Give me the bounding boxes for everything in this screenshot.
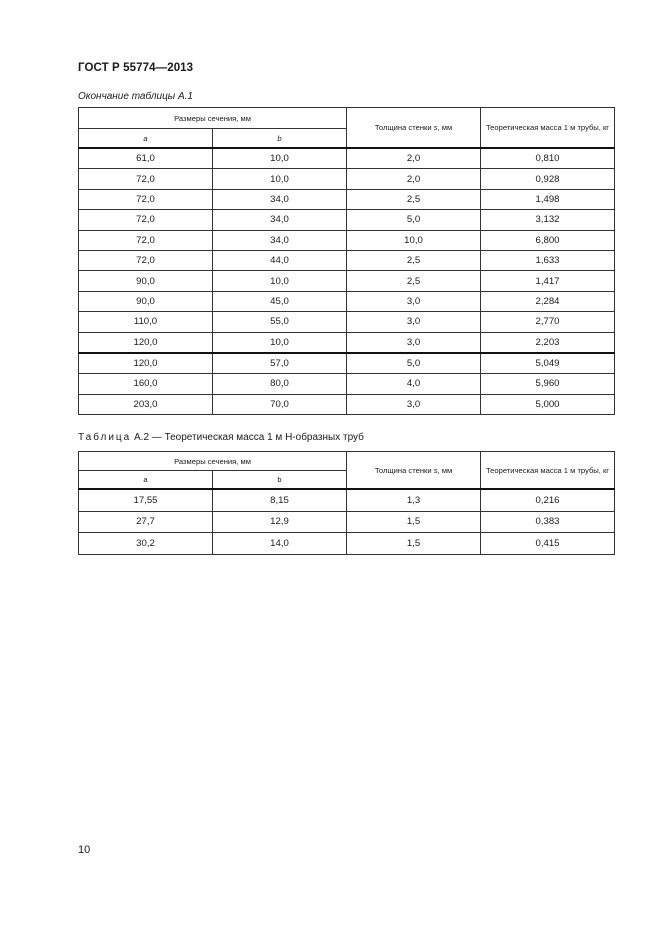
document-code: ГОСТ Р 55774—2013 [78,62,194,74]
table-row [79,394,615,414]
cell-wall-thickness: 2,5 [347,189,481,209]
cell-mass: 0,383 [481,511,615,533]
table1-caption: Окончание таблицы А.1 [78,91,193,102]
cell-mass: 5,960 [481,374,615,394]
page-number: 10 [78,844,91,856]
cell-mass: 3,132 [481,210,615,230]
cell-b: 10,0 [213,332,347,353]
table-row [79,489,615,511]
cell-a: 72,0 [79,169,213,189]
table2-caption [78,432,364,443]
table-row [79,511,615,533]
header-a: a [79,471,213,490]
cell-b: 80,0 [213,374,347,394]
table-row [79,312,615,332]
cell-a: 120,0 [79,332,213,353]
cell-b: 12,9 [213,511,347,533]
cell-mass: 0,216 [481,489,615,511]
table-row [79,271,615,291]
cell-wall-thickness: 10,0 [347,230,481,250]
cell-b: 45,0 [213,291,347,311]
cell-a: 72,0 [79,230,213,250]
cell-a: 110,0 [79,312,213,332]
cell-wall-thickness: 2,0 [347,148,481,169]
table-row [79,250,615,270]
header-b: b [213,129,347,149]
cell-mass: 1,417 [481,271,615,291]
table-a2 [78,451,615,555]
cell-wall-thickness: 1,5 [347,533,481,555]
cell-mass: 1,633 [481,250,615,270]
cell-b: 8,15 [213,489,347,511]
cell-wall-thickness: 3,0 [347,332,481,353]
table-row [79,374,615,394]
header-section-sizes: Размеры сечения, мм [79,108,347,129]
cell-a: 90,0 [79,271,213,291]
cell-b: 10,0 [213,271,347,291]
header-wall-thickness: Толщина стенки s, мм [347,452,481,490]
cell-a: 61,0 [79,148,213,169]
cell-wall-thickness: 5,0 [347,353,481,374]
cell-wall-thickness: 3,0 [347,312,481,332]
cell-a: 30,2 [79,533,213,555]
cell-b: 44,0 [213,250,347,270]
cell-mass: 5,049 [481,353,615,374]
cell-b: 57,0 [213,353,347,374]
cell-mass: 6,800 [481,230,615,250]
table-row [79,210,615,230]
cell-mass: 2,284 [481,291,615,311]
header-mass: Теоретическая масса 1 м трубы, кг [481,452,615,490]
cell-b: 34,0 [213,230,347,250]
header-b: b [213,471,347,490]
table-row [79,189,615,209]
table-a1-continuation [78,107,615,415]
cell-wall-thickness: 1,3 [347,489,481,511]
cell-wall-thickness: 4,0 [347,374,481,394]
table2-caption-prefix: Таблица [78,432,132,443]
table2-caption-text: А.2 — Теоретическая масса 1 м Н-образных труб [131,432,364,443]
cell-mass: 1,498 [481,189,615,209]
header-a: a [79,129,213,149]
table-row [79,148,615,169]
cell-wall-thickness: 2,5 [347,250,481,270]
cell-mass: 0,810 [481,148,615,169]
cell-wall-thickness: 3,0 [347,394,481,414]
table-row [79,353,615,374]
cell-a: 203,0 [79,394,213,414]
cell-b: 55,0 [213,312,347,332]
cell-wall-thickness: 2,0 [347,169,481,189]
cell-mass: 5,000 [481,394,615,414]
cell-a: 17,55 [79,489,213,511]
cell-b: 10,0 [213,148,347,169]
cell-b: 70,0 [213,394,347,414]
cell-b: 10,0 [213,169,347,189]
table-row [79,533,615,555]
cell-wall-thickness: 5,0 [347,210,481,230]
cell-a: 72,0 [79,210,213,230]
table-row [79,169,615,189]
cell-mass: 2,203 [481,332,615,353]
header-section-sizes: Размеры сечения, мм [79,452,347,471]
cell-a: 72,0 [79,189,213,209]
header-mass: Теоретическая масса 1 м трубы, кг [481,108,615,149]
table-row [79,230,615,250]
cell-a: 90,0 [79,291,213,311]
cell-wall-thickness: 2,5 [347,271,481,291]
cell-a: 160,0 [79,374,213,394]
cell-a: 120,0 [79,353,213,374]
cell-mass: 0,415 [481,533,615,555]
table-row [79,332,615,353]
cell-b: 14,0 [213,533,347,555]
table-row [79,291,615,311]
cell-mass: 2,770 [481,312,615,332]
cell-a: 72,0 [79,250,213,270]
cell-mass: 0,928 [481,169,615,189]
cell-wall-thickness: 1,5 [347,511,481,533]
cell-a: 27,7 [79,511,213,533]
header-wall-thickness: Толщина стенки s, мм [347,108,481,149]
cell-wall-thickness: 3,0 [347,291,481,311]
cell-b: 34,0 [213,189,347,209]
cell-b: 34,0 [213,210,347,230]
